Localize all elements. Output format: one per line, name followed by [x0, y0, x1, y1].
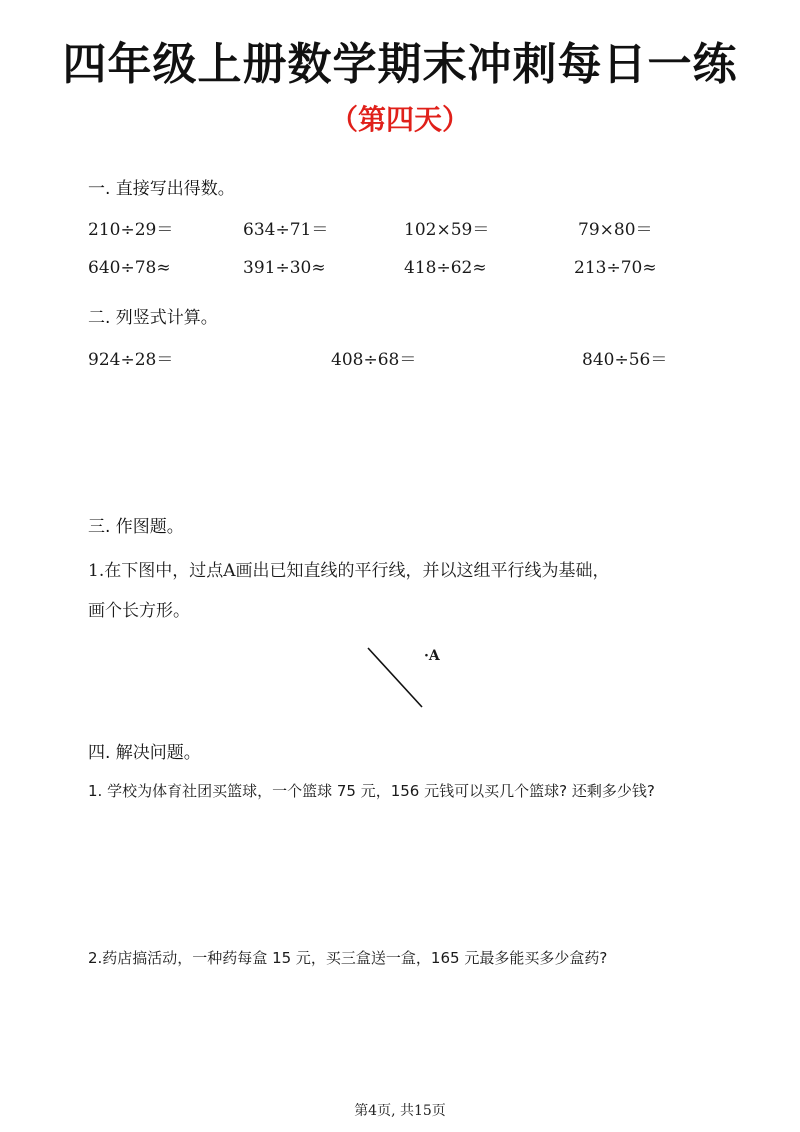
section-heading-direct-answers: 一. 直接写出得数。: [88, 179, 235, 199]
section-heading-vertical-calc: 二. 列竖式计算。: [88, 308, 218, 328]
expression: 213÷70≈: [574, 258, 657, 278]
point-a-label: ·A: [424, 648, 440, 664]
expression: 79×80＝: [578, 220, 653, 240]
word-problem-1: 1. 学校为体育社团买篮球，一个篮球 75 元，156 元钱可以买几个篮球? 还剩多少钱?: [88, 782, 655, 800]
page-number-footer: 第4页, 共15页: [354, 1103, 446, 1119]
expression: 391÷30≈: [243, 258, 326, 278]
expression: 634÷71＝: [243, 220, 329, 240]
section-heading-drawing: 三. 作图题。: [88, 517, 184, 537]
section-heading-word-problems: 四. 解决问题。: [88, 743, 201, 763]
page-subtitle: （第四天）: [329, 103, 470, 136]
expression: 408÷68＝: [331, 350, 417, 370]
word-problem-2: 2.药店搞活动，一种药每盒 15 元，买三盒送一盒，165 元最多能买多少盒药?: [88, 949, 608, 967]
expression: 924÷28＝: [88, 350, 174, 370]
expression: 640÷78≈: [88, 258, 171, 278]
given-line: [368, 648, 422, 707]
page-title: 四年级上册数学期末冲刺每日一练: [62, 39, 738, 90]
drawing-question-line1: 1.在下图中，过点A画出已知直线的平行线，并以这组平行线为基础，: [88, 561, 610, 581]
expression: 210÷29＝: [88, 220, 174, 240]
drawing-question-line2: 画个长方形。: [88, 601, 190, 621]
expression: 840÷56＝: [582, 350, 668, 370]
expression: 418÷62≈: [404, 258, 487, 278]
expression: 102×59＝: [404, 220, 490, 240]
